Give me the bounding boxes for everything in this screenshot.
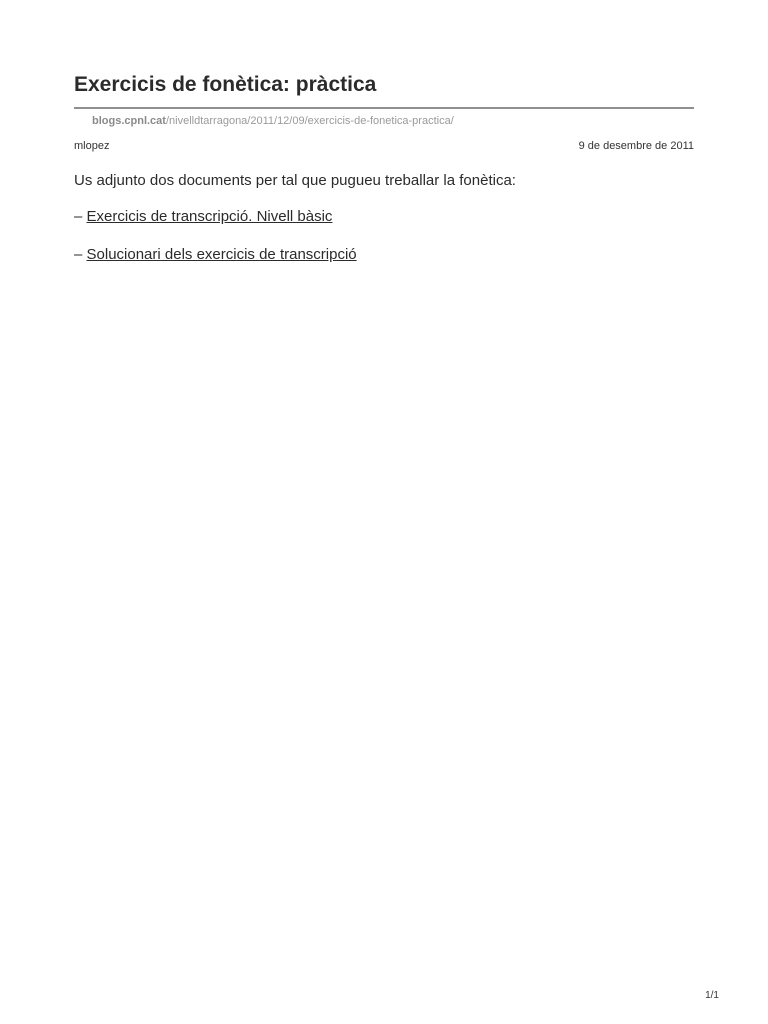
- author-name: mlopez: [74, 140, 110, 152]
- source-path: /nivelldtarragona/2011/12/09/exercicis-de-fonetica-practica/: [165, 115, 454, 127]
- intro-paragraph: Us adjunto dos documents per tal que pugueu treballar la fonètica:: [74, 172, 516, 189]
- publish-date: 9 de desembre de 2011: [578, 140, 694, 152]
- list-dash: –: [74, 208, 87, 225]
- solutions-link[interactable]: Solucionari dels exercicis de transcripció: [86, 246, 357, 263]
- article-meta: [74, 139, 694, 153]
- list-item: [74, 207, 332, 227]
- source-domain: blogs.cpnl.cat: [92, 115, 166, 127]
- page-title: Exercicis de fonètica: pràctica: [74, 73, 377, 96]
- source-url: [92, 114, 454, 128]
- list-item: [74, 245, 357, 265]
- exercises-link[interactable]: Exercicis de transcripció. Nivell bàsic: [86, 208, 333, 225]
- list-dash: –: [74, 246, 87, 263]
- page-number: 1/1: [705, 990, 719, 1001]
- title-divider: [74, 107, 694, 109]
